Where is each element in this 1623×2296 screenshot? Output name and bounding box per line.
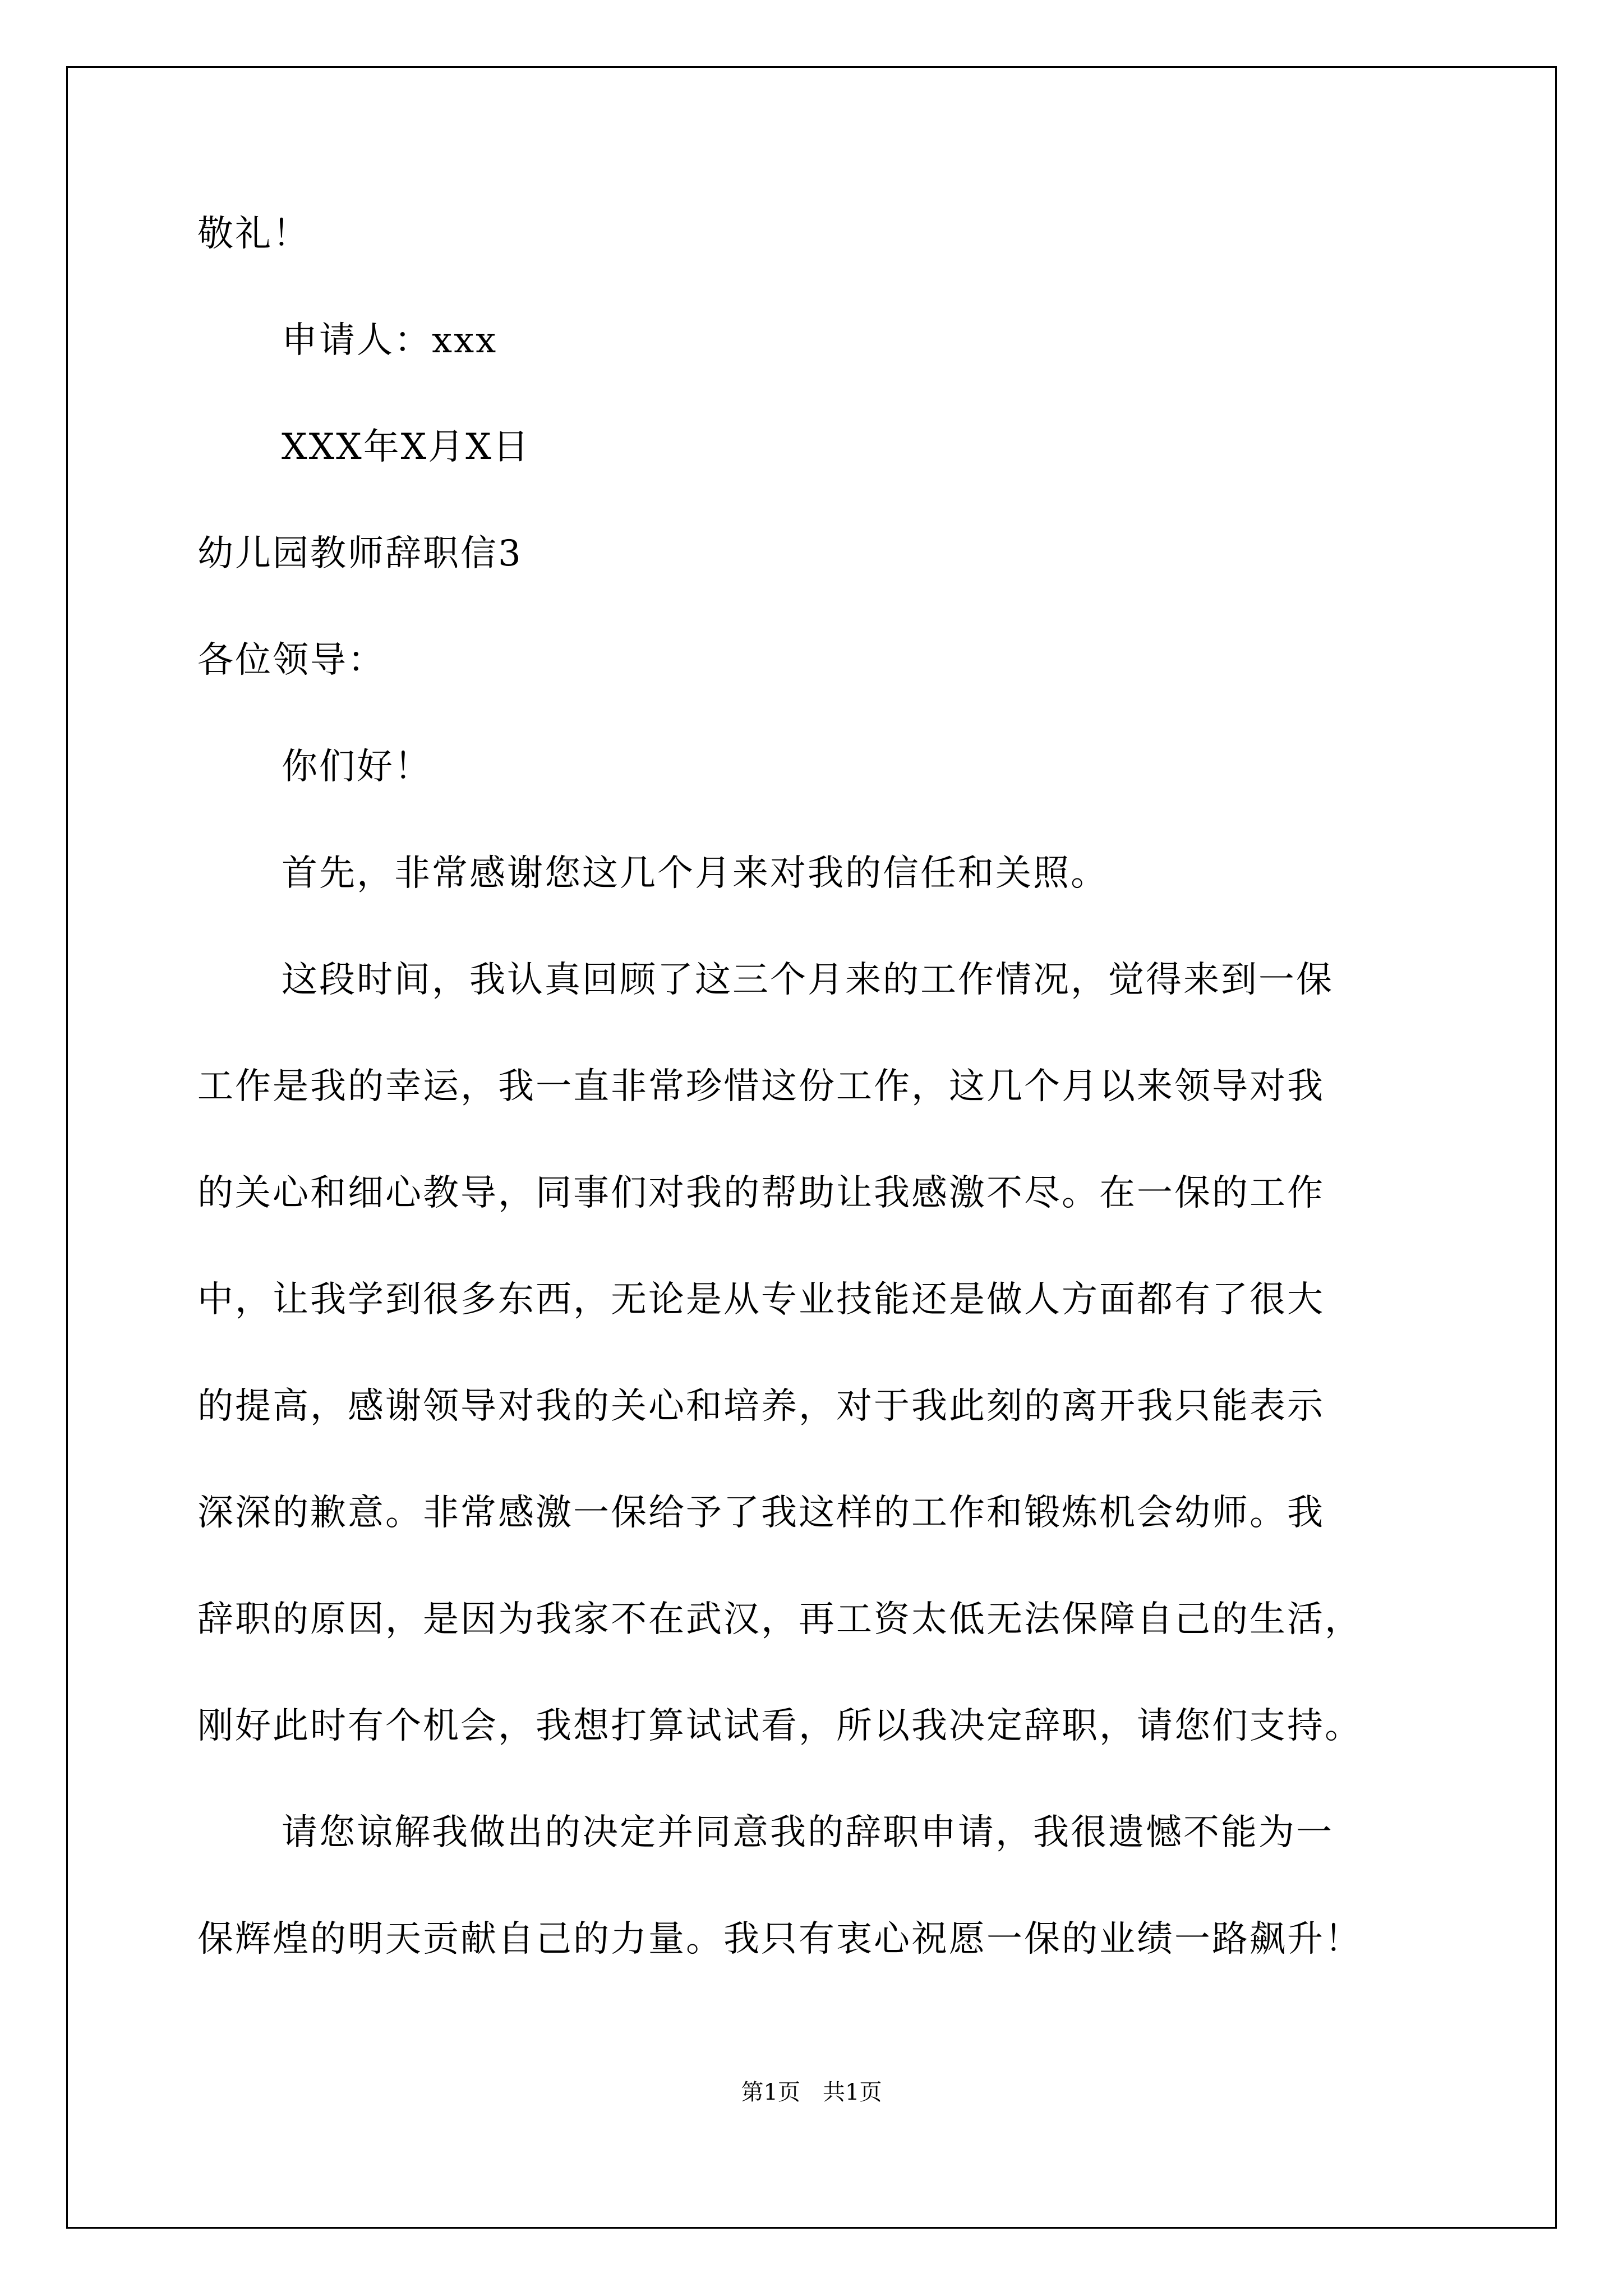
line-heading: 幼儿园教师辞职信3 bbox=[197, 533, 523, 574]
paragraph-line: 的关心和细心教导，同事们对我的帮助让我感激不尽。在一保的工作 bbox=[197, 1172, 1325, 1214]
paragraph-line: 请您谅解我做出的决定并同意我的辞职申请，我很遗憾不能为一 bbox=[282, 1812, 1334, 1853]
paragraph-line: 工作是我的幸运，我一直非常珍惜这份工作，这几个月以来领导对我 bbox=[197, 1066, 1325, 1107]
paragraph-line: 辞职的原因，是因为我家不在武汉，再工资太低无法保障自己的生活， bbox=[197, 1599, 1362, 1640]
paragraph-line: 中，让我学到很多东西，无论是从专业技能还是做人方面都有了很大 bbox=[197, 1279, 1325, 1320]
line-salutation: 各位领导： bbox=[197, 639, 385, 681]
line-closing: 敬礼！ bbox=[197, 213, 310, 255]
page-number-footer: 第1页 共1页 bbox=[741, 2079, 882, 2105]
line-applicant: 申请人：xxx bbox=[282, 320, 498, 361]
line-date: XXX年X月X日 bbox=[282, 426, 531, 468]
line-greeting: 你们好！ bbox=[282, 746, 432, 788]
paragraph-line: 这段时间，我认真回顾了这三个月来的工作情况，觉得来到一保 bbox=[282, 959, 1334, 1001]
document-body bbox=[197, 208, 1431, 2019]
paragraph-line: 首先，非常感谢您这几个月来对我的信任和关照。 bbox=[282, 853, 1108, 894]
paragraph-line: 的提高，感谢领导对我的关心和培养，对于我此刻的离开我只能表示 bbox=[197, 1386, 1325, 1427]
paragraph-line: 深深的歉意。非常感激一保给予了我这样的工作和锻炼机会幼师。我 bbox=[197, 1492, 1325, 1534]
paragraph-line: 刚好此时有个机会，我想打算试试看，所以我决定辞职，请您们支持。 bbox=[197, 1705, 1362, 1747]
paragraph-line: 保辉煌的明天贡献自己的力量。我只有衷心祝愿一保的业绩一路飙升！ bbox=[197, 1918, 1362, 1960]
